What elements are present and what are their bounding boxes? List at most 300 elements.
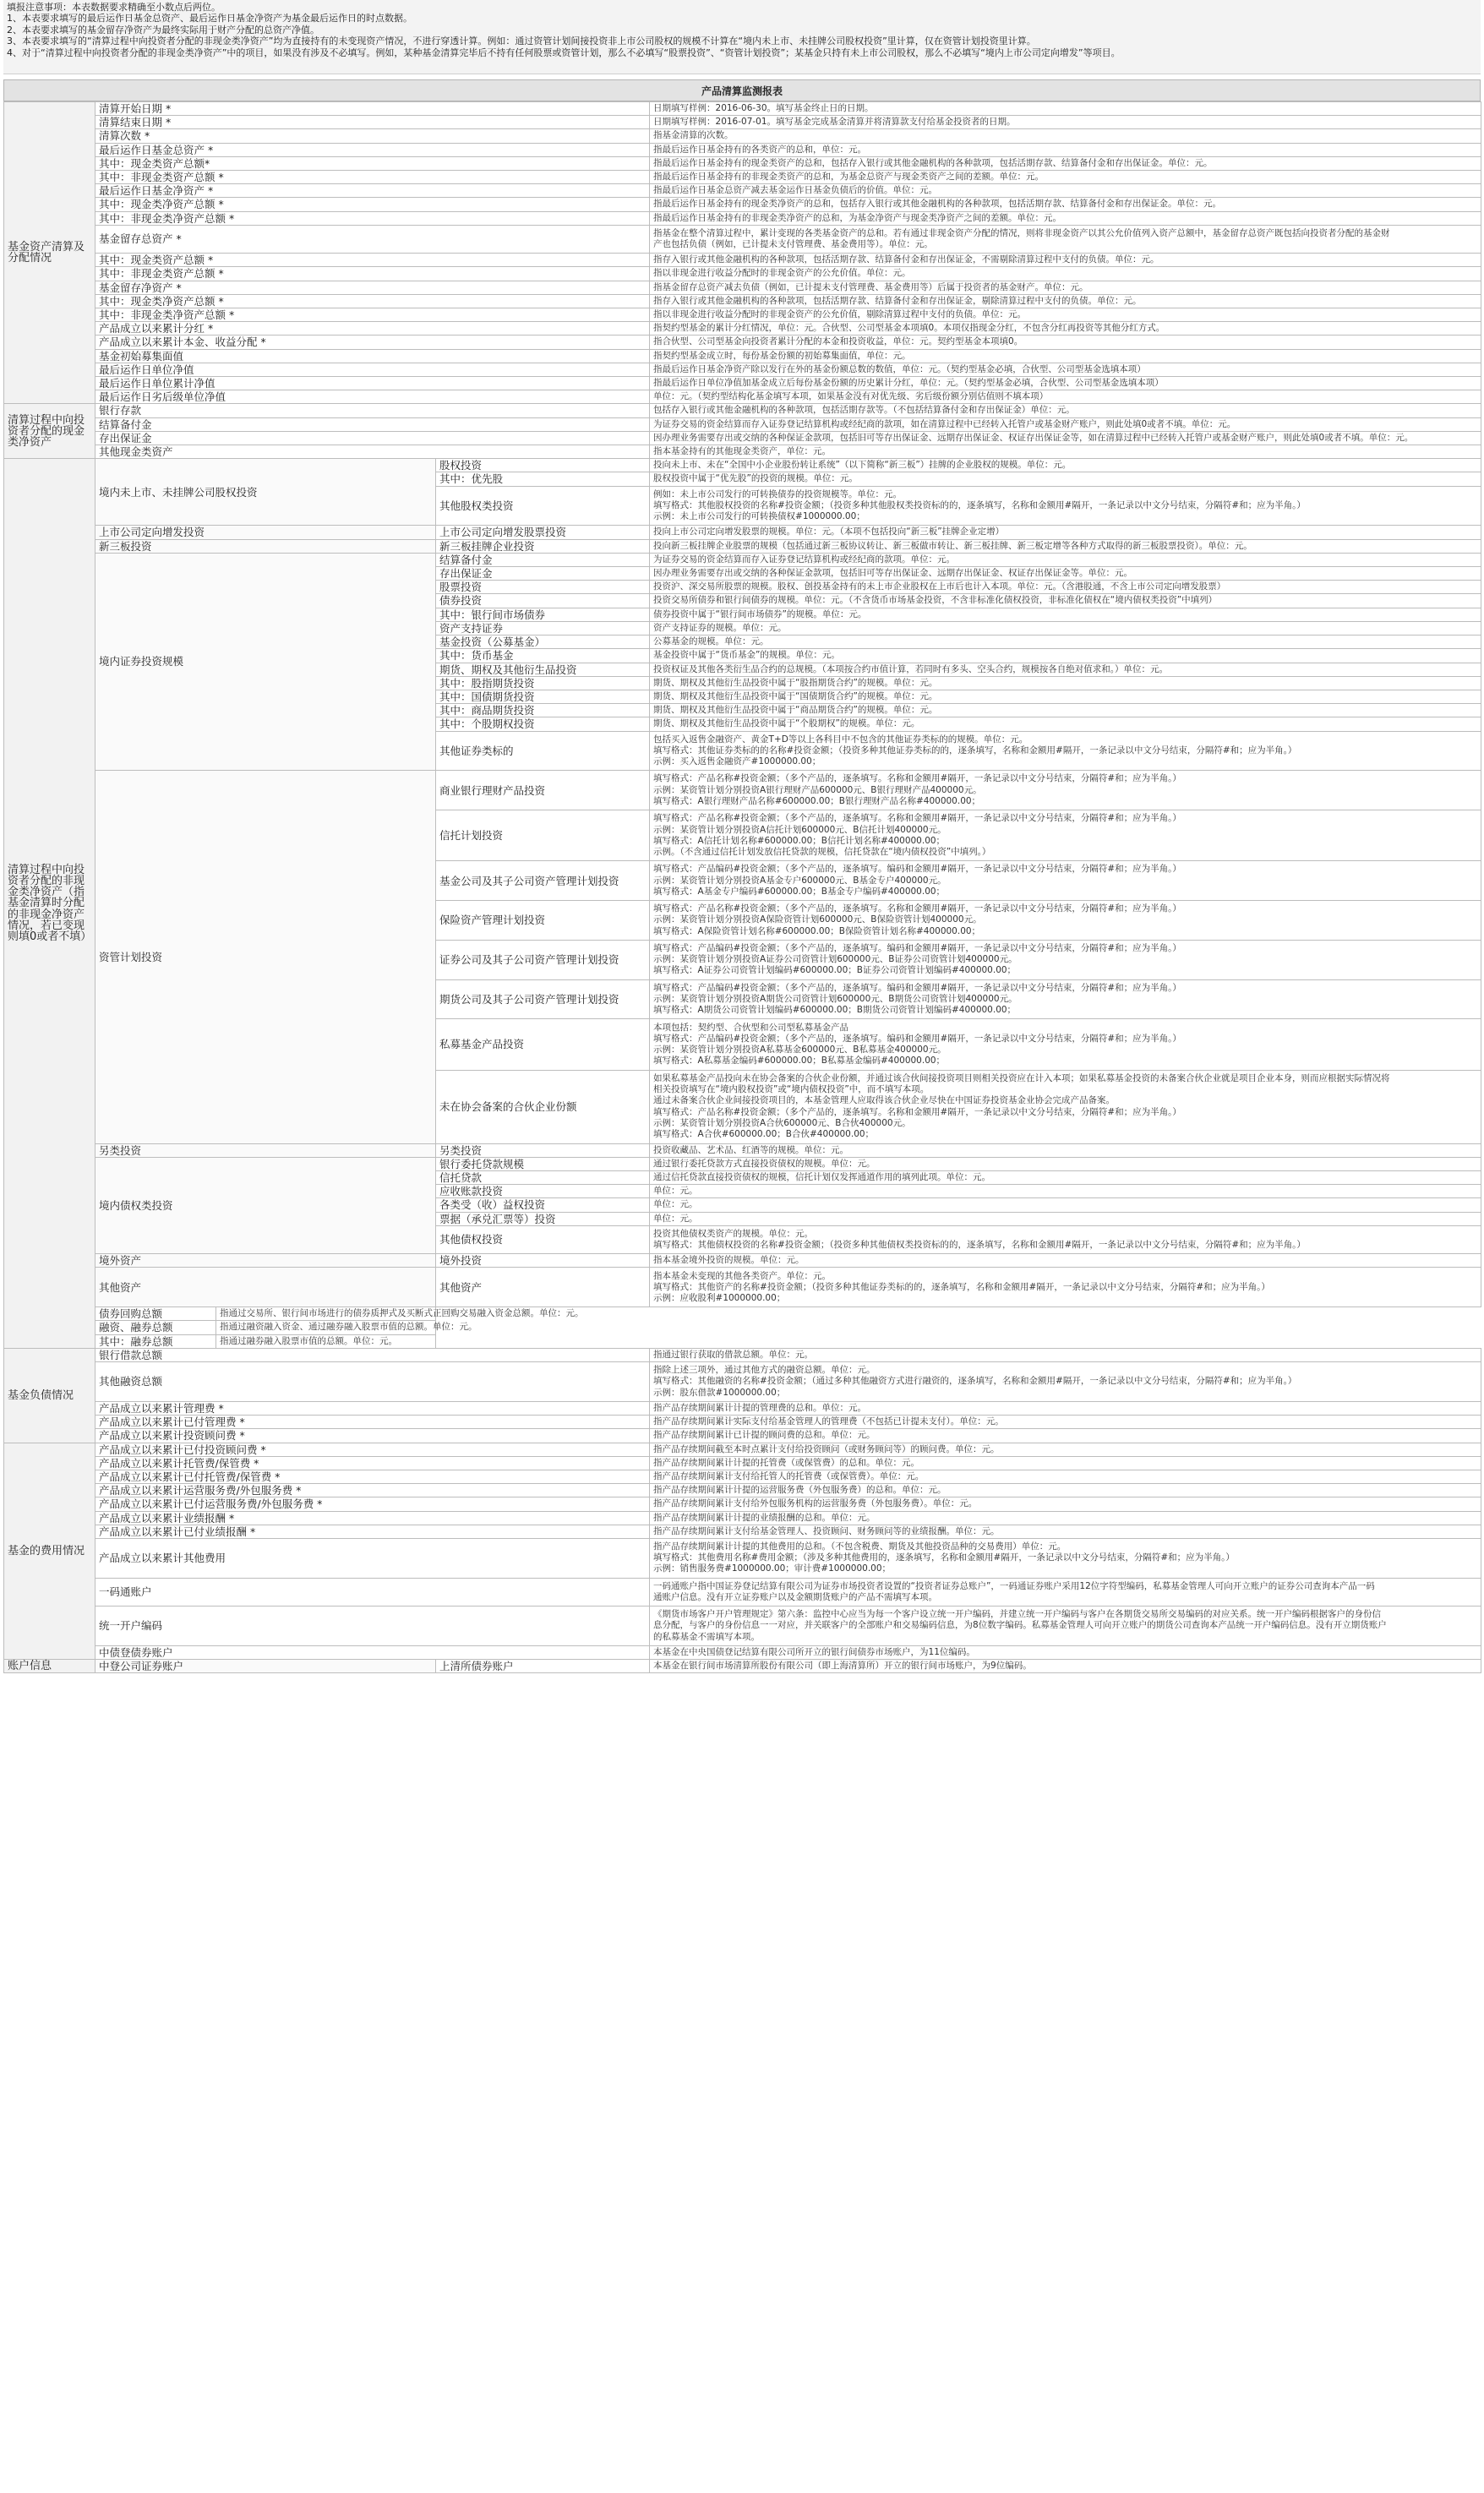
- description-line: 示例。（不含通过信托计划发放信托贷款的规模，信托贷款在“境内债权投资”中填列。）: [653, 846, 991, 857]
- description-line: 指基金在整个清算过程中，累计变现的各类基金资产的总和。若有通过非现金资产分配的情况，则将非现金资产以其公允价值列入资产总额中，基金留存总资产既包括向投资者分配的基金财: [653, 227, 1390, 238]
- field-description: [650, 901, 1481, 941]
- field-description: [650, 1607, 1481, 1646]
- field-name: 其中：融券总额: [95, 1334, 216, 1348]
- description-line: 为证券交易的资金结算而存入证券登记结算机构或经纪商的款项，如在清算过程中已经转入托管户或基金财产账户，则此处填0或者不填。单位：元。: [653, 418, 1236, 429]
- field-name: 产品成立以来累计运营服务费/外包服务费 *: [95, 1484, 650, 1497]
- field-description: [650, 594, 1481, 608]
- field-description: [650, 1443, 1481, 1456]
- description-line: 填写格式：A基金专户编码#600000.00；B基金专户编码#400000.00；: [653, 886, 946, 897]
- description-line: 指本基金未变现的其他各类资产。单位：元。: [653, 1270, 832, 1281]
- field-name: 期货、期权及其他衍生品投资: [436, 663, 650, 676]
- field-name: 最后运作日基金总资产 *: [95, 143, 650, 156]
- subsection-label: 境外资产: [95, 1254, 436, 1268]
- report-row: [4, 1254, 1481, 1268]
- report-row: [4, 1660, 1481, 1673]
- report-row: [4, 102, 1481, 116]
- description-line: 填写格式：A期货公司资管计划编码#600000.00；B期货公司资管计划编码#400000.00；: [653, 1005, 1017, 1016]
- description-line: 填写格式：产品编码#投资金额；（多个产品的，逐条填写。编码和金额用#隔开，一条记录以中文分号结束，分隔符#和；应为半角。）: [653, 982, 1181, 993]
- description-line: 投资收藏品、艺术品、红酒等的规模。单位：元。: [653, 1144, 849, 1155]
- report-row: [4, 225, 1481, 253]
- field-name: 产品成立以来累计投资顾问费 *: [95, 1429, 650, 1443]
- field-name: 上市公司定向增发股票投资: [436, 526, 650, 539]
- field-name: 产品成立以来累计管理费 *: [95, 1401, 650, 1415]
- report-row: [4, 281, 1481, 294]
- description-line: 填写格式：产品编码#投资金额；（多个产品的，逐条填写。编码和金额用#隔开，一条记录以中文分号结束，分隔符#和；应为半角。）: [653, 942, 1181, 953]
- report-row: [4, 1607, 1481, 1646]
- field-description: [650, 810, 1481, 861]
- description-line: 单位：元。: [653, 1213, 698, 1224]
- description-line: 期货、期权及其他衍生品投资中属于“股指期货合约”的规模。单位：元。: [653, 677, 938, 688]
- field-name: 债券回购总额: [95, 1307, 216, 1321]
- field-description: [650, 1511, 1481, 1525]
- description-line: 填写格式：产品名称#投资金额；（多个产品的，逐条填写。名称和金额用#隔开，一条记录以中文分号结束，分隔符#和；应为半角。）: [653, 1106, 1181, 1117]
- field-description: [650, 553, 1481, 566]
- field-name: 产品成立以来累计托管费/保管费 *: [95, 1456, 650, 1470]
- field-name: 其中：现金类净资产总额 *: [95, 294, 650, 308]
- field-description: [650, 979, 1481, 1019]
- field-name: 清算次数 *: [95, 129, 650, 143]
- filling-notes: [3, 0, 1481, 74]
- report-row: [4, 308, 1481, 322]
- field-name: 银行借款总额: [95, 1348, 650, 1361]
- description-line: 指合伙型、公司型基金向投资者累计分配的本金和投资收益，单位：元。契约型基金本项填0。: [653, 336, 1023, 347]
- report-row: [4, 171, 1481, 184]
- field-name: 股票投资: [436, 581, 650, 594]
- field-name: 其中：现金类净资产总额 *: [95, 198, 650, 211]
- field-description: [650, 156, 1481, 170]
- field-name: 融资、融券总额: [95, 1321, 216, 1334]
- description-line: 填写格式：产品名称#投资金额；（多个产品的，逐条填写。名称和金额用#隔开，一条记录以中文分号结束，分隔符#和；应为半角。）: [653, 773, 1181, 784]
- field-description: [650, 567, 1481, 581]
- field-name: 其中：现金类资产总额*: [95, 156, 650, 170]
- note-line: 4、对于“清算过程中向投资者分配的非现金类净资产”中的项目，如果没有涉及不必填写。例如，某种基金清算完毕后不持有任何股票或资管计划，那么不必填写“股票投资”、“资管计划投资”；某基金只持有未上市公司股权，那么不必填写“境内上市公司定向增发”等项目。: [7, 46, 1121, 58]
- field-description: [650, 335, 1481, 349]
- field-description: [650, 731, 1481, 771]
- field-description: [650, 267, 1481, 281]
- description-line: 示例：某资管计划分别投资A保险资管计划600000元、B保险资管计划400000元。: [653, 914, 982, 925]
- field-name: 信托贷款: [436, 1171, 650, 1185]
- field-description: [650, 1198, 1481, 1212]
- field-description: [650, 704, 1481, 717]
- description-line: 指契约型基金的累计分红情况，单位：元。合伙型、公司型基金本项填0。本项仅指现金分红，不包含分红再投资等其他分红方式。: [653, 323, 1165, 334]
- description-line: 指本基金持有的其他现金类资产，单位：元。: [653, 446, 832, 457]
- description-line: 指产品存续期间累计实际支付给基金管理人的管理费（不包括已计提未支付）。单位：元。: [653, 1416, 1004, 1427]
- description-line: 指通过银行获取的借款总额。单位：元。: [653, 1349, 814, 1360]
- description-line: 投向上市公司定向增发股票的规模。单位：元。（本项不包括投向“新三板”挂牌企业定增）: [653, 526, 1005, 537]
- description-line: 指以非现金进行收益分配时的非现金资产的公允价值。单位：元。: [653, 268, 911, 279]
- field-name: 中债登债券账户: [95, 1645, 650, 1659]
- description-line: 示例：买入返售金融资产#1000000.00；: [653, 756, 821, 767]
- description-line: 投资交易所债券和银行间债券的规模。单位：元。（不含货币市场基金投资，不含非标准化债权投资，非标准化债权在“境内债权类投资”中填列）: [653, 595, 1218, 606]
- note-line: 2、本表要求填写的基金留存净资产为最终实际用于财产分配的总资产净值。: [7, 24, 319, 35]
- field-name: 一码通账户: [95, 1578, 650, 1606]
- field-name: 最后运作日单位累计净值: [95, 377, 650, 390]
- description-line: 指基金留存总资产减去负债（例如，已计提未支付管理费、基金费用等）后属于投资者的基金财产。单位：元。: [653, 281, 1088, 292]
- field-name: 清算开始日期 *: [95, 102, 650, 116]
- field-description: [216, 1307, 584, 1321]
- field-name: 各类受（收）益权投资: [436, 1198, 650, 1212]
- report-row: [4, 1401, 1481, 1415]
- description-line: 示例：某资管计划分别投资A信托计划600000元、B信托计划400000元。: [653, 824, 947, 835]
- field-name: 证券公司及其子公司资产管理计划投资: [436, 940, 650, 979]
- report-row: [4, 553, 1481, 566]
- field-name: 清算结束日期 *: [95, 116, 650, 129]
- field-name: 期货公司及其子公司资产管理计划投资: [436, 979, 650, 1019]
- description-line: 填写格式：其他资产的名称#投资金额；（投资多种其他证券类标的的，逐条填写，名称和金额用#隔开，一条记录以中文分号结束，分隔符#和；应为半角。）: [653, 1281, 1270, 1292]
- field-name: 应收账款投资: [436, 1185, 650, 1198]
- description-line: 单位：元。: [653, 1186, 698, 1197]
- report-row: [4, 1511, 1481, 1525]
- subsection-label: 境内债权类投资: [95, 1157, 436, 1253]
- description-line: 通过未备案合伙企业间接投资项目的，本基金管理人应取得该合伙企业尽快在中国证券投资基金业协会完成产品备案。: [653, 1095, 1116, 1106]
- report-title: 产品清算监测报表: [3, 79, 1481, 101]
- field-name: 产品成立以来累计已付投资顾问费 *: [95, 1443, 650, 1456]
- field-description: [650, 539, 1481, 553]
- report-row: [4, 1334, 1481, 1348]
- field-description: [650, 1185, 1481, 1198]
- field-description: [650, 254, 1481, 267]
- field-description: [650, 211, 1481, 225]
- subsection-label: 其他资产: [95, 1268, 436, 1307]
- field-description: [650, 649, 1481, 663]
- description-line: 示例：某资管计划分别投资A期货公司资管计划600000元、B期货公司资管计划400000元。: [653, 993, 1018, 1004]
- field-description: [650, 1212, 1481, 1225]
- description-line: 投资权证及其他各类衍生品合约的总规模。（本项按合约市值计算，若同时有多头、空头合约，规模按各自绝对值求和。）单位：元。: [653, 663, 1169, 674]
- section-label: 基金负债情况: [4, 1348, 95, 1443]
- description-line: 投向新三板挂牌企业股票的规模（包括通过新三板协议转让、新三板做市转让、新三板挂牌、新三板定增等各种方式取得的新三板股票投资）。单位：元。: [653, 540, 1252, 551]
- description-line: 指产品存续期间截至本时点累计支付给投资顾问（或财务顾问等）的顾问费。单位：元。: [653, 1443, 1000, 1454]
- section-label: 账户信息: [4, 1660, 95, 1673]
- description-line: 指存入银行或其他金融机构的各种款项，包括活期存款、结算备付金和存出保证金，不需剔除清算过程中支付的负债。单位：元。: [653, 254, 1159, 265]
- description-line: 填写格式：其他证券类标的的名称#投资金额；（投资多种其他证券类标的的，逐条填写，名称和金额用#隔开，一条记录以中文分号结束，分隔符#和；应为半角。）: [653, 745, 1297, 756]
- description-line: 填写格式：产品编码#投资金额；（多个产品的，逐条填写。编码和金额用#隔开，一条记录以中文分号结束，分隔符#和；应为半角。）: [653, 1033, 1181, 1044]
- field-name: 银行存款: [95, 404, 650, 417]
- note-line: 3、本表要求填写的“清算过程中向投资者分配的非现金类净资产”均为直接持有的未变现资产情况，不进行穿透计算。例如：通过资管计划间接投资非上市公司股权的规模不计算在“境内未上市、未挂牌公司股权投资”里计算，仅在资管计划投资里计算。: [7, 35, 1036, 47]
- field-description: [650, 1416, 1481, 1429]
- description-line: 填写格式：A证券公司资管计划编码#600000.00；B证券公司资管计划编码#400000.00；: [653, 965, 1017, 976]
- note-line: 1、本表要求填写的最后运作日基金总资产、最后运作日基金净资产为基金最后运作日的时点数据。: [7, 13, 412, 25]
- field-name: 产品成立以来累计分红 *: [95, 322, 650, 335]
- field-description: [650, 363, 1481, 376]
- description-line: 填写格式：其他融资的名称#投资金额；（通过多种其他融资方式进行融资的，逐条填写，名称和金额用#隔开，一条记录以中文分号结束，分隔符#和；应为半角。）: [653, 1376, 1297, 1387]
- description-line: 示例：某资管计划分别投资A合伙600000元、B合伙400000元。: [653, 1117, 911, 1128]
- report-row: [4, 254, 1481, 267]
- field-description: [650, 1456, 1481, 1470]
- field-description: [650, 636, 1481, 649]
- description-line: 示例：某资管计划分别投资A私募基金600000元、B私募基金400000元。: [653, 1045, 947, 1056]
- report-row: [4, 539, 1481, 553]
- description-line: 通账户信息。没有开立证券账户以及金额期货账户的产品不需填写本项。: [653, 1591, 938, 1602]
- field-name: 基金投资（公募基金）: [436, 636, 650, 649]
- field-name: 新三板挂牌企业投资: [436, 539, 650, 553]
- field-name: 其中：非现金类净资产总额 *: [95, 308, 650, 322]
- field-name: 其他股权类投资: [436, 486, 650, 526]
- description-line: 《期货市场客户开户管理规定》第六条：监控中心应当为每一个客户设立统一开户编码，并建立统一开户编码与客户在各期货交易所交易编码的对应关系。统一开户编码根据客户的身份信: [653, 1609, 1382, 1620]
- description-line: 单位：元。: [653, 1199, 698, 1210]
- report-row: [4, 1497, 1481, 1511]
- subsection-label: 境内未上市、未挂牌公司股权投资: [95, 459, 436, 526]
- field-name: 银行委托贷款规模: [436, 1157, 650, 1170]
- description-line: 指最后运作日基金持有的各类资产的总和，单位：元。: [653, 144, 867, 155]
- description-line: 指通过融资融入资金、通过融券融入股票市值的总额。单位：元。: [220, 1322, 477, 1333]
- description-line: 通过信托贷款直接投资债权的规模，信托计划仅发挥通道作用的填列此项。单位：元。: [653, 1172, 991, 1183]
- field-name: 上清所债券账户: [436, 1660, 650, 1673]
- field-name: 股权投资: [436, 459, 650, 472]
- field-description: [650, 281, 1481, 294]
- report-row: [4, 417, 1481, 431]
- report-row: [4, 116, 1481, 129]
- field-description: [650, 198, 1481, 211]
- field-description: [650, 225, 1481, 253]
- field-description: [650, 472, 1481, 486]
- field-description: [650, 459, 1481, 472]
- report-row: [4, 1416, 1481, 1429]
- description-line: 指产品存续期间累计已计提的顾问费的总和。单位：元。: [653, 1430, 876, 1441]
- description-line: 填写格式：A保险资管计划名称#600000.00；B保险资管计划名称#400000.00；: [653, 925, 981, 936]
- field-name: 境外投资: [436, 1254, 650, 1268]
- field-description: [650, 1470, 1481, 1483]
- field-name: 其他现金类资产: [95, 445, 650, 459]
- field-description: [650, 1143, 1481, 1157]
- field-description: [650, 1401, 1481, 1415]
- description-line: 指产品存续期间累计计提的其他费用的总和。（不包含税费、期货及其他投资品种的交易费用）单位：元。: [653, 1541, 1067, 1552]
- description-line: 通过银行委托贷款方式直接投资债权的规模。单位：元。: [653, 1158, 876, 1169]
- subsection-label: 新三板投资: [95, 539, 436, 553]
- field-description: [650, 349, 1481, 363]
- report-row: [4, 184, 1481, 198]
- description-line: 一码通账户指中国证券登记结算有限公司为证券市场投资者设置的“投资者证券总账户”，一码通证券账户采用12位字符型编码，私募基金管理人可向开立账户的证券公司查询本产品一码: [653, 1580, 1375, 1591]
- description-line: 投资沪、深交易所股票的规模。股权、创投基金持有的未上市企业股权在上市后也计入本项。单位：元。（含港股通，不含上市公司定向增发股票）: [653, 581, 1226, 592]
- field-name: 其中：商品期货投资: [436, 704, 650, 717]
- description-line: 填写格式：其他费用名称#费用金额；（涉及多种其他费用的，逐条填写，名称和金额用#隔开，一条记录以中文分号结束，分隔符#和；应为半角。）: [653, 1552, 1235, 1563]
- field-name: 其中：非现金类净资产总额 *: [95, 211, 650, 225]
- field-description: [650, 1268, 1481, 1307]
- description-line: 公募基金的规模。单位：元。: [653, 636, 769, 647]
- report-row: [4, 1484, 1481, 1497]
- field-description: [650, 1497, 1481, 1511]
- field-description: [650, 1070, 1481, 1143]
- field-name: 产品成立以来累计已付管理费 *: [95, 1416, 650, 1429]
- field-description: [650, 116, 1481, 129]
- field-description: [650, 940, 1481, 979]
- subsection-label: 另类投资: [95, 1143, 436, 1157]
- report-row: [4, 1307, 1481, 1321]
- description-line: 填写格式：A信托计划名称#600000.00；B信托计划名称#400000.00；: [653, 835, 946, 846]
- field-name: 产品成立以来累计已付托管费/保管费 *: [95, 1470, 650, 1483]
- report-row: [4, 1578, 1481, 1606]
- subsection-label: 上市公司定向增发投资: [95, 526, 436, 539]
- report-row: [4, 335, 1481, 349]
- report-row: [4, 1456, 1481, 1470]
- field-name: 其中：货币基金: [436, 649, 650, 663]
- section-label: 清算过程中向投资者分配的现金类净资产: [4, 404, 95, 459]
- description-line: 指产品存续期间累计支付给基金管理人、投资顾问、财务顾问等的业绩报酬。单位：元。: [653, 1525, 1000, 1536]
- section-label: 基金的费用情况: [4, 1443, 95, 1660]
- report-row: [4, 1321, 1481, 1334]
- field-description: [650, 1254, 1481, 1268]
- description-line: 日期填写样例：2016-07-01。填写基金完成基金清算并将清算款支付给基金投资者的日期。: [653, 117, 1016, 128]
- field-name: 票据（承兑汇票等）投资: [436, 1212, 650, 1225]
- description-line: 填写格式：A私募基金编码#600000.00；B私募基金编码#400000.00；: [653, 1056, 946, 1066]
- description-line: 指最后运作日基金净资产除以发行在外的基金份额总数的数值，单位：元。（契约型基金必填，合伙型、公司型基金选填本项）: [653, 363, 1146, 374]
- field-name: 其中：非现金类资产总额 *: [95, 267, 650, 281]
- description-line: 指产品存续期间累计计提的业绩报酬的总和。单位：元。: [653, 1512, 876, 1523]
- description-line: 示例：某资管计划分别投资A证券公司资管计划600000元、B证券公司资管计划400000元。: [653, 954, 1018, 965]
- field-description: [650, 129, 1481, 143]
- description-line: 例如：未上市公司发行的可转换债券的投资规模等。单位：元。: [653, 488, 903, 499]
- description-line: 填写格式：A银行理财产品名称#600000.00；B银行理财产品名称#400000.00；: [653, 795, 981, 806]
- field-description: [650, 676, 1481, 690]
- field-name: 结算备付金: [436, 553, 650, 566]
- description-line: 指最后运作日基金总资产减去基金运作日基金负债后的价值。单位：元。: [653, 185, 938, 196]
- description-line: 示例：股东借款#1000000.00；: [653, 1387, 786, 1398]
- description-line: 本基金在银行间市场清算所股份有限公司（即上海清算所）开立的银行间市场账户，为9位编码。: [653, 1661, 1032, 1672]
- description-line: 指以非现金进行收益分配时的非现金资产的公允价值，剔除清算过程中支付的负债。单位：元。: [653, 309, 1027, 320]
- field-description: [650, 663, 1481, 676]
- description-line: 包括存入银行或其他金融机构的各种款项，包括活期存款等。（不包括结算备付金和存出保证金）单位：元。: [653, 405, 1075, 416]
- field-name: 其中：优先股: [436, 472, 650, 486]
- description-line: 指通过交易所、银行间市场进行的债券质押式及买断式正回购交易融入资金总额。单位：元。: [220, 1308, 584, 1319]
- field-description: [650, 690, 1481, 703]
- description-line: 本项包括：契约型、合伙型和公司型私募基金产品: [653, 1022, 849, 1033]
- report-row: [4, 404, 1481, 417]
- field-name: 其中：股指期货投资: [436, 676, 650, 690]
- description-line: 期货、期权及其他衍生品投资中属于“个股期权”的规模。单位：元。: [653, 718, 920, 729]
- field-description: [650, 1171, 1481, 1185]
- report-row: [4, 1429, 1481, 1443]
- description-line: 股权投资中属于“优先股”的投资的规模。单位：元。: [653, 473, 858, 484]
- report-row: [4, 1362, 1481, 1402]
- description-line: 指存入银行或其他金融机构的各种款项，包括活期存款、结算备付金和存出保证金，剔除清算过程中支付的负债。单位：元。: [653, 295, 1142, 306]
- field-description: [650, 1578, 1481, 1606]
- field-description: [650, 1660, 1481, 1673]
- description-line: 产也包括负债（例如，已计提未支付管理费、基金费用等）。单位：元。: [653, 239, 933, 250]
- description-line: 投向未上市、未在“全国中小企业股份转让系统”（以下简称“新三板”）挂牌的企业股权的规模。单位：元。: [653, 460, 1072, 471]
- field-name: 其他融资总额: [95, 1362, 650, 1402]
- description-line: 填写格式：产品名称#投资金额；（多个产品的，逐条填写。名称和金额用#隔开，一条记录以中文分号结束，分隔符#和；应为半角。）: [653, 903, 1181, 914]
- report-row: [4, 156, 1481, 170]
- field-description: [650, 1429, 1481, 1443]
- field-description: [650, 184, 1481, 198]
- field-description: [650, 1525, 1481, 1538]
- field-name: 最后运作日劣后级单位净值: [95, 390, 650, 404]
- description-line: 相关投资填写在“境内股权投资”或“境内债权投资”中，而不填写本项。: [653, 1084, 930, 1095]
- field-name: 其他债权投资: [436, 1225, 650, 1253]
- field-name: 基金公司及其子公司资产管理计划投资: [436, 861, 650, 901]
- description-line: 如果私募基金产品投向未在协会备案的合伙企业份额，并通过该合伙间接投资项目则相关投资应在计入本项；如果私募基金投资的未备案合伙企业就是项目企业本身，则而应根据实际情况将: [653, 1073, 1390, 1084]
- report-row: [4, 1443, 1481, 1456]
- field-name: 基金初始募集面值: [95, 349, 650, 363]
- report-row: [4, 322, 1481, 335]
- field-name: 保险资产管理计划投资: [436, 901, 650, 941]
- field-name: 基金留存净资产 *: [95, 281, 650, 294]
- field-description: [650, 322, 1481, 335]
- description-line: 指通过融券融入股票市值的总额。单位：元。: [220, 1335, 397, 1346]
- report-row: [4, 1348, 1481, 1361]
- description-line: 指最后运作日基金持有的现金类净资产的总和，包括存入银行或其他金融机构的各种款项，包括活期存款、结算备付金和存出保证金。单位：元。: [653, 199, 1222, 210]
- field-name: 资产支持证券: [436, 621, 650, 635]
- description-line: 填写格式：其他债权投资的名称#投资金额；（投资多种其他债权类投资标的的，逐条填写，名称和金额用#隔开，一条记录以中文分号结束，分隔符#和；应为半角。）: [653, 1240, 1306, 1251]
- report-row: [4, 1143, 1481, 1157]
- report-row: [4, 1645, 1481, 1659]
- field-name: 产品成立以来累计其他费用: [95, 1538, 650, 1578]
- description-line: 指产品存续期间累计计提的托管费（或保管费）的总和。单位：元。: [653, 1457, 920, 1468]
- description-line: 为证券交易的资金结算而存入证券登记结算机构或经纪商的款项。单位：元。: [653, 554, 956, 565]
- description-line: 指契约型基金成立时，每份基金份额的初始募集面值，单位：元。: [653, 350, 911, 361]
- field-description: [650, 608, 1481, 621]
- field-name: 其他资产: [436, 1268, 650, 1307]
- description-line: 的私募基金不需填写本项。: [653, 1631, 761, 1642]
- description-line: 资产支持证券的规模。单位：元。: [653, 622, 787, 633]
- field-description: [650, 171, 1481, 184]
- field-name: 其中：国债期货投资: [436, 690, 650, 703]
- field-name: 产品成立以来累计已付业绩报酬 *: [95, 1525, 650, 1538]
- field-name: 最后运作日基金净资产 *: [95, 184, 650, 198]
- description-line: 指最后运作日基金持有的非现金类资产的总和，为基金总资产与现金类资产之间的差额。单位：元。: [653, 172, 1045, 183]
- subsection-label: 境内证券投资规模: [95, 553, 436, 770]
- field-description: [650, 1538, 1481, 1578]
- description-line: 填写格式：A合伙#600000.00；B合伙#400000.00；: [653, 1129, 875, 1140]
- report-row: [4, 1538, 1481, 1578]
- description-line: 期货、期权及其他衍生品投资中属于“国债期货合约”的规模。单位：元。: [653, 690, 938, 701]
- description-line: 填写格式：产品名称#投资金额；（多个产品的，逐条填写。名称和金额用#隔开，一条记录以中文分号结束，分隔符#和；应为半角。）: [653, 813, 1181, 824]
- field-description: [650, 143, 1481, 156]
- description-line: 息分配，与客户的身份信息一一对应，并关联客户的全部账户和交易编码信息，为8位数字编码。私募基金管理人可向开立账户的期货公司查询本产品统一开户编码信息。没有开立期货账户: [653, 1620, 1387, 1631]
- field-description: [650, 1362, 1481, 1402]
- report-row: [4, 143, 1481, 156]
- field-description: [650, 445, 1481, 459]
- note-line: 填报注意事项：本表数据要求精确至小数点后两位。: [7, 2, 221, 13]
- section-label: 清算过程中向投资者分配的非现金类净资产（指基金清算时分配的非现金净资产情况，若已变现则填0或者不填）: [4, 459, 95, 1349]
- field-description: [650, 1225, 1481, 1253]
- field-description: [650, 486, 1481, 526]
- description-line: 债券投资中属于“银行间市场债券”的规模。单位：元。: [653, 608, 867, 619]
- field-description: [650, 404, 1481, 417]
- report-row: [4, 1525, 1481, 1538]
- report-row: [4, 363, 1481, 376]
- field-description: [650, 1157, 1481, 1170]
- field-name: 其中：银行间市场债券: [436, 608, 650, 621]
- field-name: 存出保证金: [95, 431, 650, 445]
- field-name: 商业银行理财产品投资: [436, 771, 650, 810]
- field-name: 基金留存总资产 *: [95, 225, 650, 253]
- field-description: [650, 1484, 1481, 1497]
- field-description: [650, 431, 1481, 445]
- description-line: 指基金清算的次数。: [653, 130, 734, 141]
- report-row: [4, 445, 1481, 459]
- subsection-label: 中登公司证券账户: [95, 1660, 436, 1673]
- report-row: [4, 459, 1481, 472]
- field-description: [650, 377, 1481, 390]
- field-name: 债券投资: [436, 594, 650, 608]
- description-line: 示例：未上市公司发行的可转换债权#1000000.00；: [653, 511, 865, 522]
- field-name: 其他证券类标的: [436, 731, 650, 771]
- field-name: 统一开户编码: [95, 1607, 650, 1646]
- description-line: 示例：某资管计划分别投资A基金专户600000元、B基金专户400000元。: [653, 875, 947, 886]
- description-line: 投资其他债权类资产的规模。单位：元。: [653, 1228, 814, 1239]
- field-name: 未在协会备案的合伙企业份额: [436, 1070, 650, 1143]
- description-line: 单位：元。（契约型结构化基金填写本项，如果基金没有对优先级、劣后级份额分别估值则不填本项）: [653, 391, 1049, 402]
- description-line: 因办理业务需要存出或交纳的各种保证金款项，包括旧可等存出保证金、远期存出保证金、权证存出保证金等。单位：元。: [653, 568, 1133, 579]
- field-name: 信托计划投资: [436, 810, 650, 861]
- description-line: 指除上述三项外，通过其他方式的融资总额。单位：元。: [653, 1365, 876, 1376]
- description-line: 指最后运作日基金持有的非现金类净资产的总和，为基金净资产与现金类净资产之间的差额。单位：元。: [653, 212, 1062, 223]
- clearing-report-table: [3, 101, 1481, 1673]
- description-line: 示例：应收股利#1000000.00；: [653, 1292, 786, 1303]
- field-description: [650, 102, 1481, 116]
- description-line: 指本基金境外投资的规模。单位：元。: [653, 1255, 805, 1266]
- description-line: 填写格式：产品编码#投资金额；（多个产品的，逐条填写。编码和金额用#隔开，一条记录以中文分号结束，分隔符#和；应为半角。）: [653, 864, 1181, 875]
